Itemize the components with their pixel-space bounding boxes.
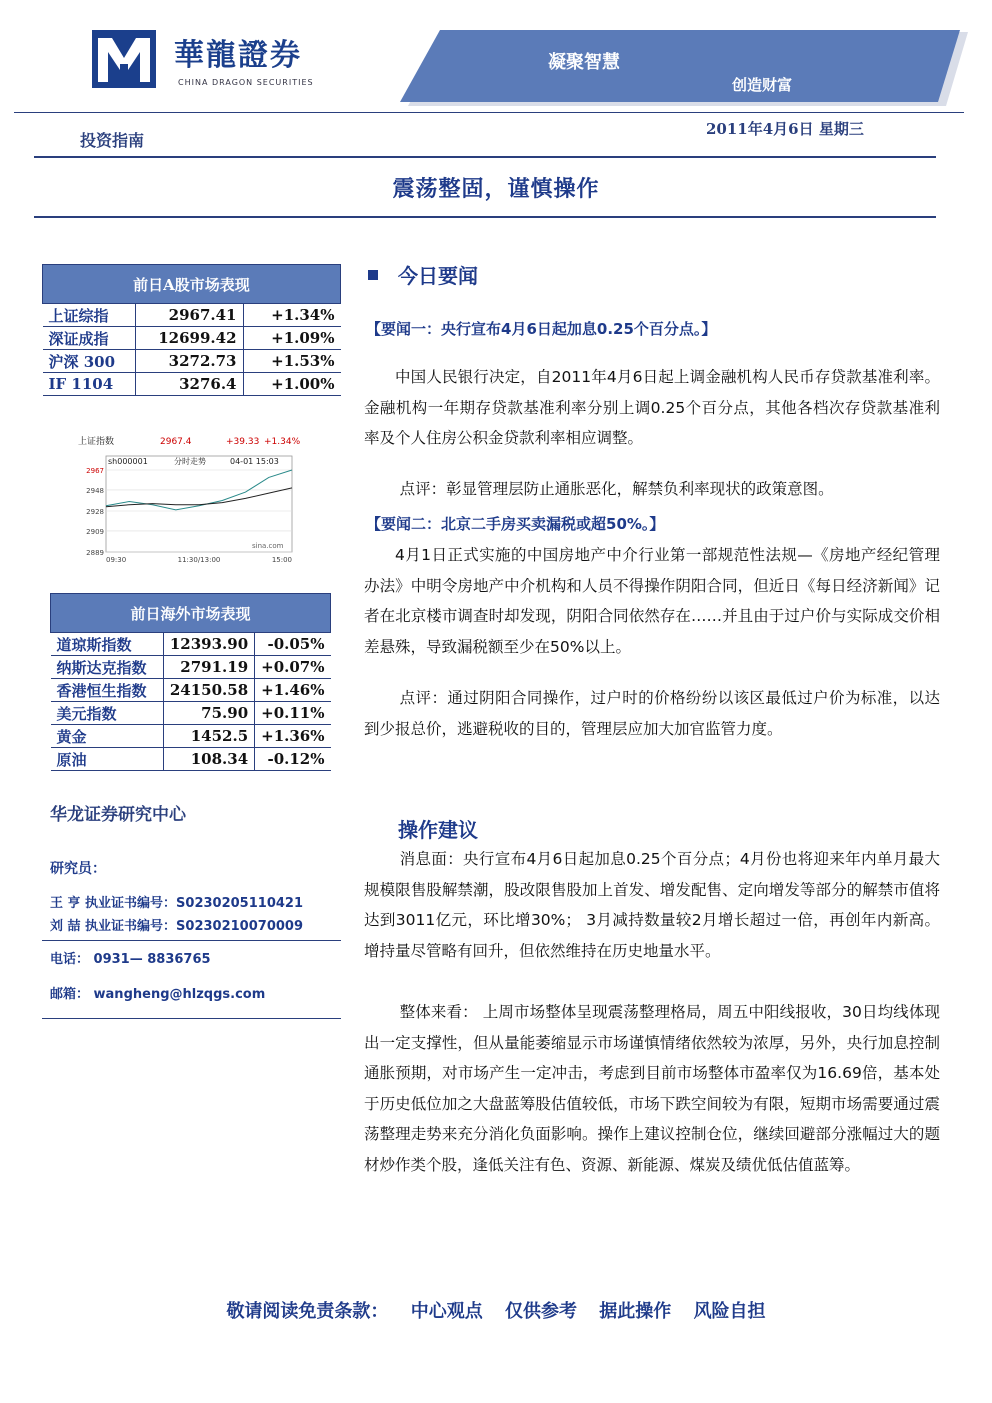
y-tick-label: 2909 [86,527,104,536]
disclaimer-footer [0,1297,992,1323]
y-tick-label: 2948 [86,486,104,495]
divider [42,1018,341,1019]
analyst-2: 刘 喆 执业证书编号：S0230210070009 [50,919,304,934]
disclaimer-item: 中心观点 [410,1301,483,1322]
chart-price: 2967.4 [160,437,192,447]
page-title: 震荡整固，谨慎操作 [392,176,600,202]
index-name: 美元指数 [51,702,164,725]
index-name: 纳斯达克指数 [51,656,164,679]
research-center-title: 华龙证券研究中心 [50,805,186,825]
index-name: 上证综指 [43,304,136,327]
news-item-2-comment: 点评：通过阴阳合同操作，过户时的价格纷纷以该区最低过户价为标准，以达到少报总价，逃避税收的目的，管理层应加大加官监管力度。 [364,689,940,738]
table-row [51,748,331,771]
index-name: 香港恒生指数 [51,679,164,702]
index-change: +1.46% [255,679,331,702]
a-share-market-table [42,264,341,396]
table-row [43,304,341,327]
y-tick-label: 2889 [86,549,104,557]
contact-email: 邮箱： wangheng@hlzqgs.com [50,987,266,1002]
table-row [43,327,341,350]
disclaimer-item: 仅供参考 [505,1301,577,1322]
slogan-line-2: 创造财富 [732,76,793,94]
analyst-1: 王 亨 执业证书编号：S0230205110421 [50,896,304,911]
analyst-label: 研究员： [50,861,106,877]
index-change: -0.05% [255,633,331,656]
intraday-chart [56,430,301,564]
x-tick-label: 11:30/13:00 [177,556,221,564]
table-row [51,725,331,748]
company-logo-english: CHINA DRAGON SECURITIES [178,78,314,87]
company-logo-mark [92,30,156,88]
square-bullet-icon [368,270,378,280]
chart-pct: +1.34% [264,437,301,447]
disclaimer-item: 据此操作 [599,1301,672,1322]
table-row [51,633,331,656]
overseas-market-table [50,593,331,771]
index-value: 2967.41 [135,304,243,327]
chart-index-name: 上证指数 [78,437,115,447]
news-item-2-title: 【要闻二：北京二手房买卖漏税或超50%。】 [366,515,665,533]
title-rule-bottom [34,216,936,218]
contact-phone: 电话： 0931— 8836765 [50,952,211,967]
index-change: +1.36% [255,725,331,748]
company-logo-text: 華龍證券 [174,38,302,73]
index-change: +0.07% [255,656,331,679]
index-value: 1452.5 [163,725,254,748]
index-value: 108.34 [163,748,254,771]
news-item-1-title: 【要闻一：央行宣布4月6日起加息0.25个百分点。】 [366,320,717,338]
index-change: +0.11% [255,702,331,725]
advice-paragraph-1: 消息面：央行宣布4月6日起加息0.25个百分点；4月份也将迎来年内单月最大规模限售股解禁潮，股改限售股加上首发、增发配售、定向增发等部分的解禁市值将达到3011亿元，环比增30%； 3月减持数量较2月增长超过一倍，再创年内新高。增持量尽管略有回升，但依然维持在历史地量水平。 [364,850,940,960]
table-row [51,656,331,679]
index-name: 深证成指 [43,327,136,350]
y-tick-label: 2967 [86,467,104,475]
index-value: 24150.58 [163,679,254,702]
news-item-1-comment: 点评：彰显管理层防止通胀恶化，解禁负利率现状的政策意图。 [399,480,834,498]
table-row [51,702,331,725]
slogan-line-1: 凝聚智慧 [548,52,620,73]
slogan-banner [400,30,970,110]
news-item-2-body: 4月1日正式实施的中国房地产中介行业第一部规范性法规—《房地产经纪管理办法》中明令房地产中介机构和人员不得操作阴阳合同，但近日《每日经济新闻》记者在北京楼市调查时却发现，阴阳合同依然存在……并且由于过户价与实际成交价相差悬殊，导致漏税额至少在50%以上。 [364,546,940,656]
index-name: 黄金 [51,725,164,748]
divider [42,940,341,941]
x-tick-label: 09:30 [106,556,127,564]
disclaimer-lead: 敬请阅读免责条款： [226,1301,389,1322]
index-value: 3276.4 [135,373,243,396]
chart-change: +39.33 [226,437,260,447]
index-value: 2791.19 [163,656,254,679]
y-tick-label: 2928 [86,508,104,516]
chart-code: sh000001 [108,457,148,466]
news-item-1-body: 中国人民银行决定，自2011年4月6日起上调金融机构人民币存贷款基准利率。金融机构一年期存贷款基准利率分别上调0.25个百分点，其他各档次存贷款基准利率及个人住房公积金贷款利率相应调整。 [364,368,940,447]
x-tick-label: 15:00 [271,556,292,564]
table-row [43,373,341,396]
index-change: +1.34% [243,304,341,327]
index-change: +1.53% [243,350,341,373]
index-name: 原油 [51,748,164,771]
advice-heading: 操作建议 [398,818,478,842]
disclaimer-item: 风险自担 [693,1301,766,1322]
index-change: -0.12% [255,748,331,771]
table-row [51,679,331,702]
report-category: 投资指南 [80,131,145,150]
index-change: +1.09% [243,327,341,350]
index-name: 道琼斯指数 [51,633,164,656]
index-value: 12699.42 [135,327,243,350]
chart-source: sina.com [252,542,284,550]
index-value: 75.90 [163,702,254,725]
report-date: 2011年4月6日 星期三 [706,120,864,138]
index-value: 12393.90 [163,633,254,656]
a-share-table-title: 前日A股市场表现 [43,265,341,304]
header-rule [14,112,964,113]
table-row [43,350,341,373]
index-change: +1.00% [243,373,341,396]
chart-datetime: 04-01 15:03 [230,457,279,466]
overseas-table-title: 前日海外市场表现 [51,594,331,633]
advice-paragraph-2: 整体来看： 上周市场整体呈现震荡整理格局，周五中阳线报收，30日均线体现出一定支撑性，但从量能萎缩显示市场谨慎情绪依然较为浓厚，另外，央行加息控制通胀预期，对市场产生一定冲击，考虑到目前市场整体市盈率仅为16.69倍，基本处于历史低位加之大盘蓝筹股估值较低，市场下跌空间较为有限，短期市场需要通过震荡整理走势来充分消化负面影响。操作上建议控制仓位，继续回避部分涨幅过大的题材炒作类个股，逢低关注有色、资源、新能源、煤炭及绩优低估值蓝筹。 [364,1003,940,1174]
index-name: IF 1104 [43,373,136,396]
news-heading: 今日要闻 [398,264,478,288]
title-rule-top [34,156,936,158]
index-name: 沪深 300 [43,350,136,373]
chart-mode: 分时走势 [174,457,206,466]
index-value: 3272.73 [135,350,243,373]
